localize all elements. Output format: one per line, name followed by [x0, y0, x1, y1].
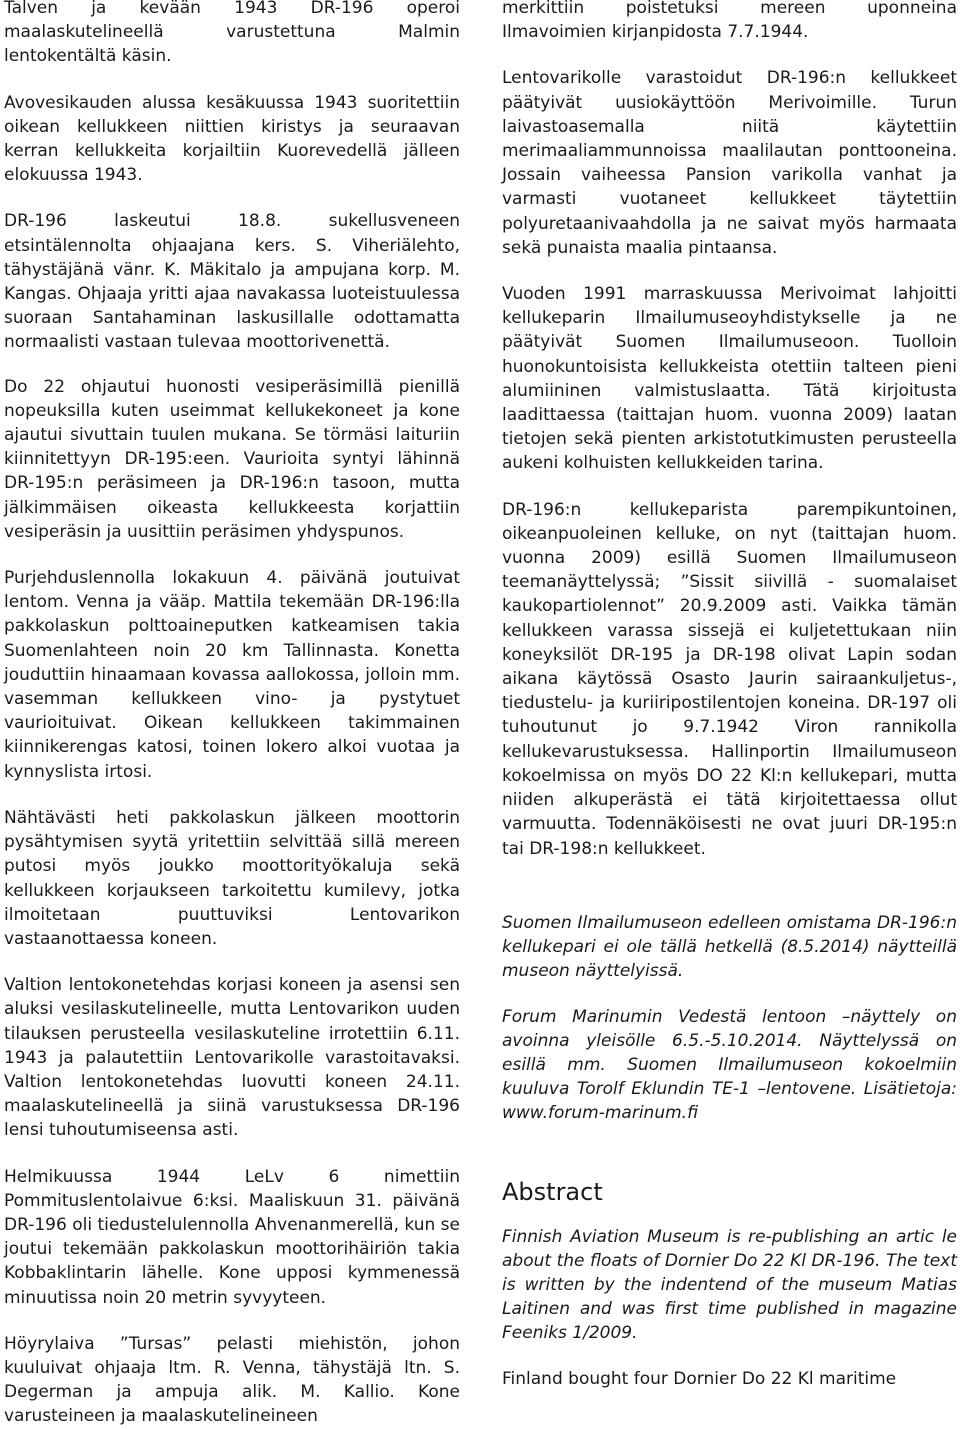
paragraph-tursas: Höyrylaiva ”Tursas” pelasti miehistön, johon kuuluivat ohjaaja ltm. R. Venna, tähystäjä ltn. S. Degerman ja ampuja alik. M. Kallio. Kone varusteineen ja maalaskutelineineen — [4, 1333, 460, 1427]
paragraph-helmikuu-1944: Helmikuussa 1944 LeLv 6 nimettiin Pommituslentolaivue 6:ksi. Maaliskuun 31. päivänä DR-196 oli tiedustelulennolla Ahvenanmerellä, kun se joutui tekemään pakkolaskun moottorihäiriön takia Kobbaklintarin lähelle. Kone upposi kymmenessä minuutissa noin 20 metrin syvyyteen. — [4, 1166, 460, 1308]
paragraph-purjehduslento: Purjehduslennolla lokakuun 4. päivänä joutuivat lentom. Venna ja vääp. Mattila tekemään DR-196:lla pakkolaskun polttoaineputken katkeamisen takia Suomenlahteen noin 20 km Tallinnasta. Konetta jouduttiin hinaamaan kovassa aallokossa, jolloin mm. vasemman kellukkeen vino- ja pystytuet vaurioituivat. Oikean kellukkeen takimmainen kiinnikerengas katosi, toinen lokero alkoi vuotaa ja kynnyslista irtosi. — [4, 568, 460, 782]
paragraph-pakkolasku: Nähtävästi heti pakkolaskun jälkeen moottorin pysähtymisen syytä yritettiin selvittää sillä mereen putosi myös joukko moottorityökaluja sekä kellukkeen korjaukseen tarkoitettu kumilevy, jotka ilmoitetaan puuttuviksi Lentovarikon vastaanottaessa koneen. — [4, 807, 460, 949]
paragraph-ohjautuvuus: Do 22 ohjautui huonosti vesiperäsimillä pienillä nopeuksilla kuten useimmat kellukekoneet ja kone ajautui sivuttain tuulen mukana. Se törmäsi laituriin kiinnitettyyn DR-195:een. Vaurioita syntyi lähinnä DR-195:n peräsimeen ja DR-196:n tasoon, mutta jälkimmäisen oikeasta kellukkeesta korjattiin vesiperäsin ja uusittiin peräsimen yhdyspunos. — [4, 376, 460, 542]
paragraph-lahjoitus: Vuoden 1991 marraskuussa Merivoimat lahjoitti kellukeparin Ilmailumuseoyhdistykselle ja ne päätyivät Suomen Ilmailumuseoon. Tuolloin huonokuntoisista kellukkeista otettiin talteen pieni alumiininen valmistuslaatta. Tätä kirjoitusta laadittaessa (taittajan huom. vuonna 2009) laatan tietojen sekä pienten arkistotutkimusten perusteella aukeni kolhuisten kellukkeiden tarina. — [502, 284, 957, 474]
paragraph-korjaus: Valtion lentokonetehdas korjasi koneen ja asensi sen aluksi vesilaskutelineelle, mutta Lentovarikon uuden tilauksen perusteella vesilaskuteline irrotettiin 6.11. 1943 ja palautettiin Lentovarikolle varastoitavaksi. Valtion lentokonetehdas luovutti koneen 24.11. maalaskutelineellä ja siinä varustuksessa DR-196 lensi tuhoutumiseensa asti. — [4, 975, 460, 1141]
paragraph-poistettu: merkittiin poistetuksi mereen uponneina Ilmavoimien kirjanpidosta 7.7.1944. — [502, 0, 957, 43]
paragraph-nayttely: DR-196:n kellukeparista parempikuntoinen, oikeanpuoleinen kelluke, on nyt (taittajan huom. vuonna 2009) esillä Suomen Ilmailumuseon teemanäyttelyssä; ”Sissit siivillä - suomalaiset kaukopartiolennot” 20.9.2009 asti. Vaikka tämän kellukkeen varassa sissejä ei kuljetettukaan niin koneyksilöt DR-195 ja DR-198 olivat Lapin sodan aikana käytössä Osasto Jaurin sairaankuljetus-, tiedustelu- ja kuriiripostilentojen koneina. DR-197 oli tuhoutunut jo 9.7.1942 Viron rannikolla kellukevarustuksessa. Hallinportin Ilmailumuseon kokoelmissa on myös DO 22 Kl:n kellukepari, mutta niiden alkuperästä ei tätä kirjoitettaessa ollut varmuutta. Todennäköisesti ne ovat juuri DR-195:n tai DR-198:n kellukkeet. — [502, 499, 957, 859]
note-forum-marinum: Forum Marinumin Vedestä lentoon –näyttely on avoinna yleisölle 6.5.-5.10.2014. Näyttelyssä on esillä mm. Suomen Ilmailumuseon kokoelmiin kuuluva Torolf Eklundin TE-1 –lentovene. Lisätietoja: www.forum-marinum.fi — [502, 1006, 957, 1123]
paragraph-laskeutuminen: DR-196 laskeutui 18.8. sukellusveneen etsintälennolta ohjaajana kers. S. Viheriälehto, tähystäjänä vänr. K. Mäkitalo ja ampujana korp. M. Kangas. Ohjaaja yritti ajaa navakassa luoteistuulessa suoraan Santahaminan laskusillalle odottamatta normaalisti vastaan tulevaa moottorivenettä. — [4, 211, 460, 353]
note-omistus: Suomen Ilmailumuseon edelleen omistama DR-196:n kellukepari ei ole tällä hetkellä (8.5.2014) näytteillä museon näyttelyissä. — [502, 912, 957, 981]
paragraph-merivoimat: Lentovarikolle varastoidut DR-196:n kellukkeet päätyivät uusiokäyttöön Merivoimille. Turun laivastoasemalla niitä käytettiin merimaaliammunnoissa maalilautan ponttooneina. Jossain vaiheessa Pansion varikolla vanhat ja varmasti vuotaneet kellukkeet täytettiin polyuretaanivaahdolla ja ne saivat myös harmaata sekä punaista maalia pintaansa. — [502, 68, 957, 258]
paragraph-malmi: Talven ja kevään 1943 DR-196 operoi maalaskutelineellä varustettuna Malmin lentokentältä käsin. — [4, 0, 460, 67]
paragraph-avovesikausi: Avovesikauden alussa kesäkuussa 1943 suoritettiin oikean kellukkeen niittien kiristys ja seuraavan kerran kellukkeita korjailtiin Kuorevedellä jälleen elokuussa 1943. — [4, 92, 460, 186]
right-column — [502, 0, 957, 1397]
abstract-heading: Abstract — [502, 1177, 603, 1206]
abstract-continuation: Finland bought four Dornier Do 22 Kl maritime — [502, 1368, 897, 1389]
abstract-text: Finnish Aviation Museum is re-publishing an artic le about the floats of Dornier Do 22 Kl DR-196. The text is written by the indentend of the museum Matias Laitinen and was first time published in magazine Feeniks 1/2009. — [502, 1226, 957, 1343]
left-column — [4, 0, 460, 1427]
